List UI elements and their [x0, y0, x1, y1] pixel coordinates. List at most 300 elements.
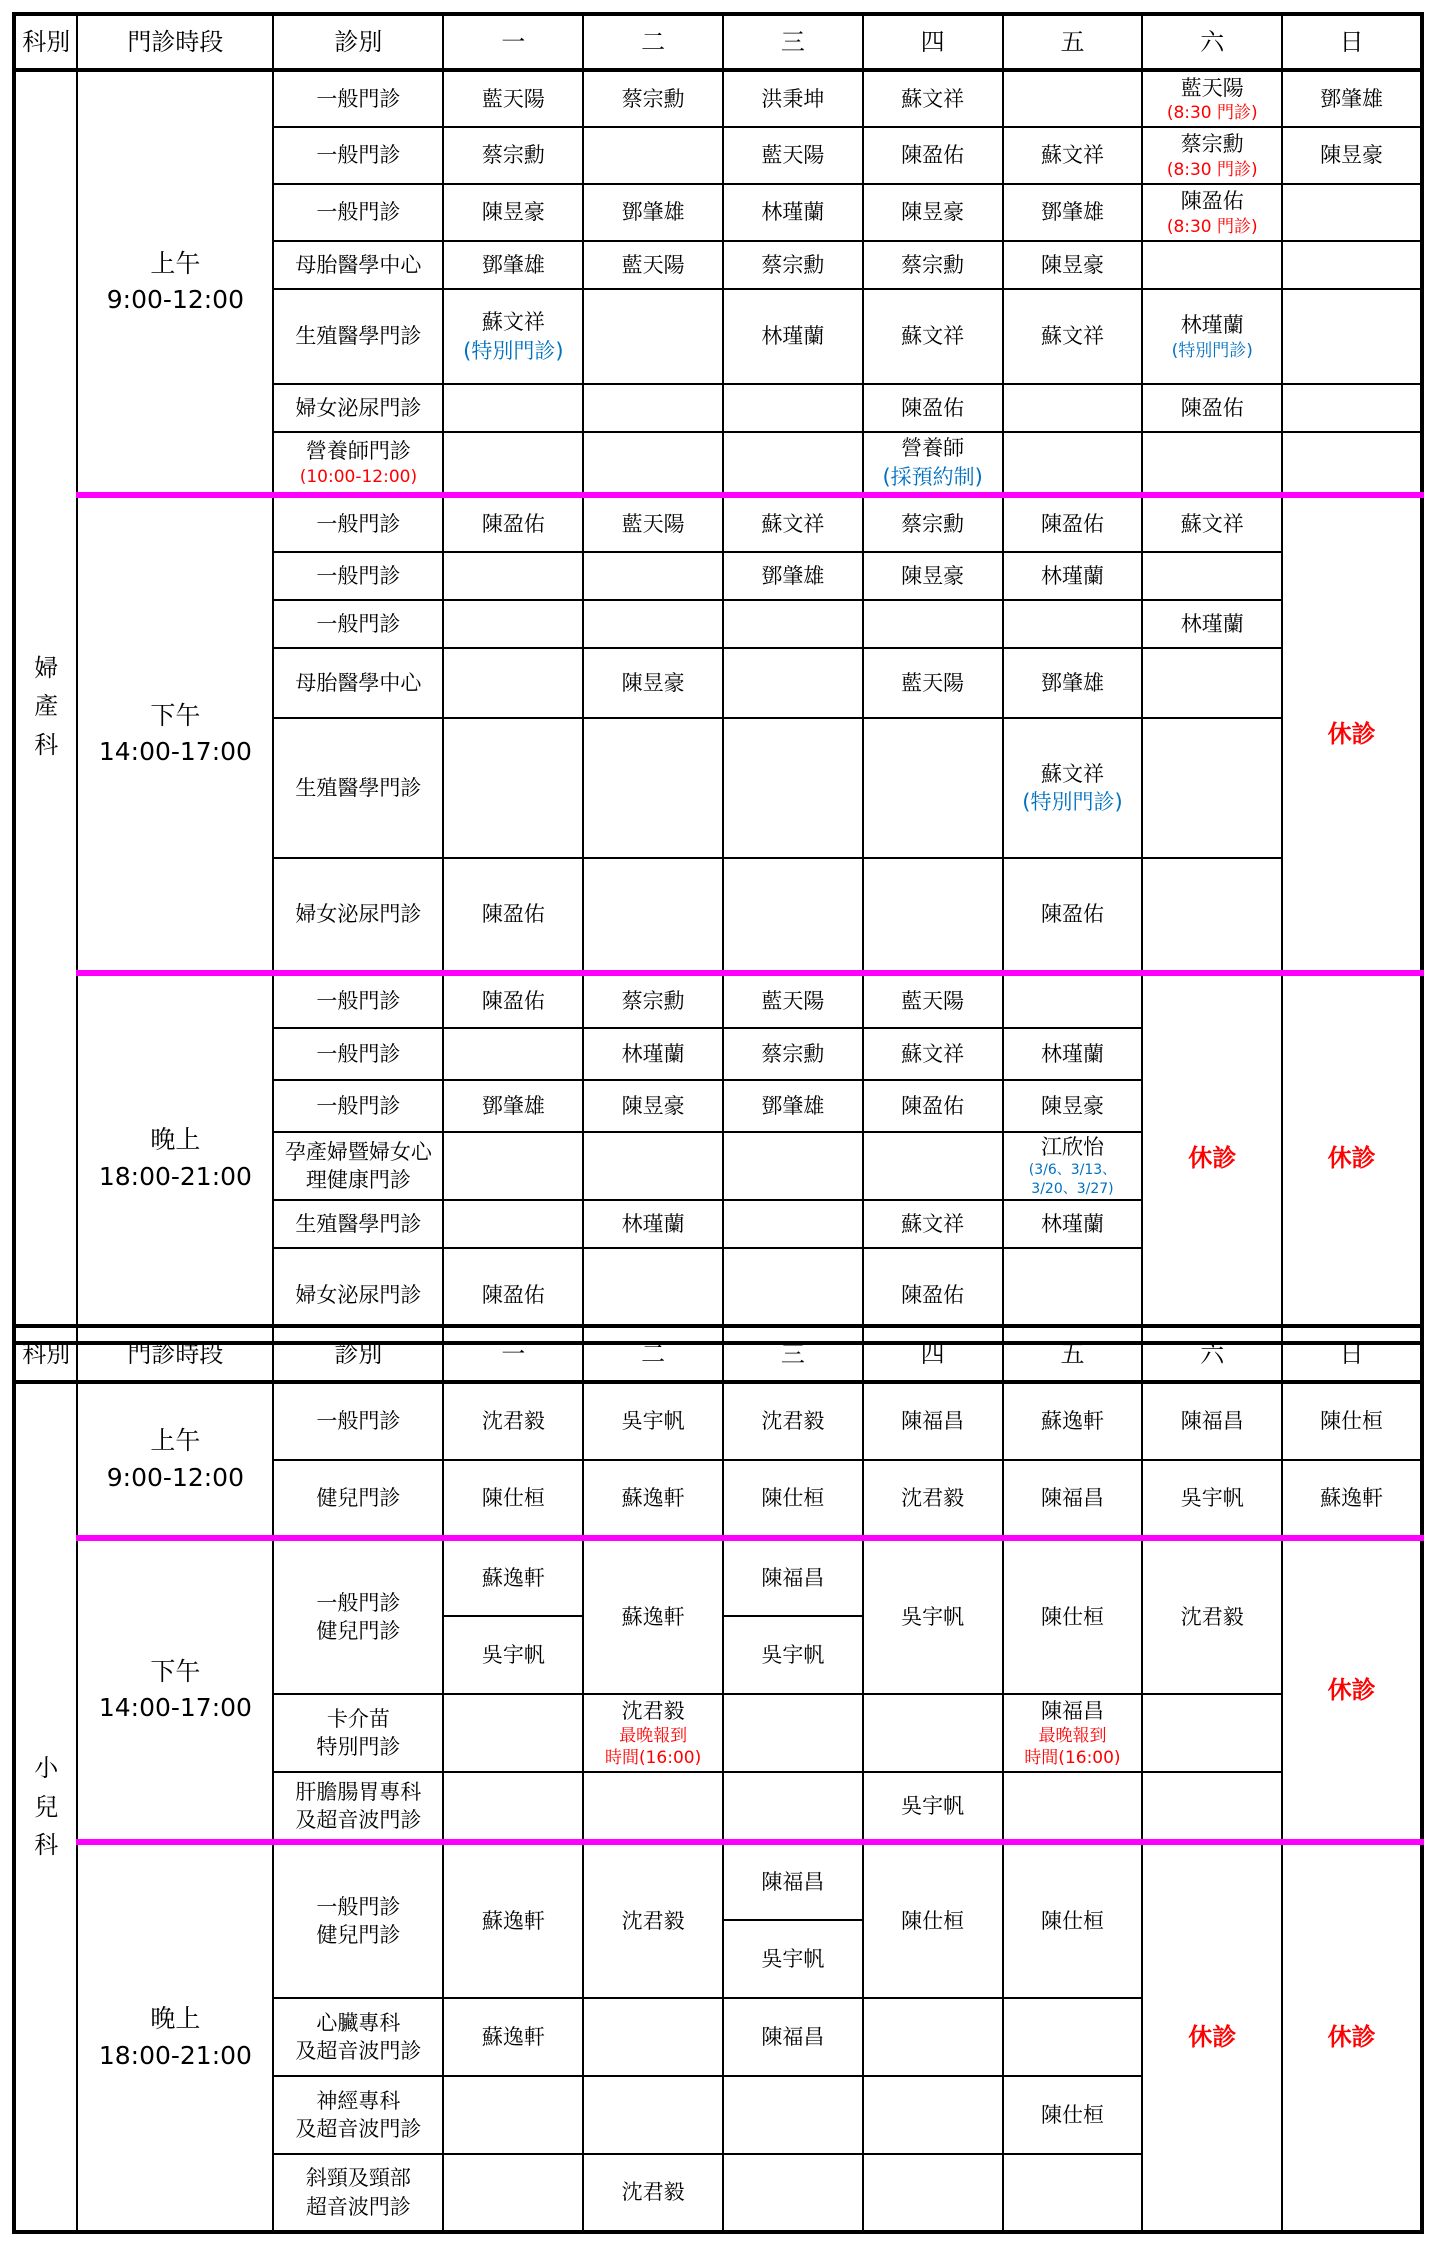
cell-note: 3/20、3/27) — [1031, 1181, 1114, 1198]
department-label: 婦產科 — [34, 653, 59, 759]
cell-note: (8:30 門診) — [1166, 103, 1258, 124]
schedule-cell-day-6 — [1142, 432, 1282, 495]
cell-text: 蘇文祥 — [901, 324, 965, 349]
schedule-cell-day-4 — [863, 973, 1003, 1028]
schedule-cell-day-3 — [723, 70, 863, 127]
schedule-cell-day-2 — [583, 1772, 723, 1842]
schedule-cell-day-5 — [1003, 432, 1143, 495]
cell-text: 陳昱豪 — [481, 200, 545, 225]
cell-note: (採預約制) — [882, 464, 983, 489]
cell-text: 藍天陽 — [901, 670, 965, 695]
schedule-cell-day-3 — [723, 1538, 863, 1616]
cell-text: 陳昱豪 — [1040, 252, 1104, 277]
header-period: 門診時段 — [77, 14, 273, 70]
period-time: 14:00-17:00 — [98, 737, 252, 766]
clinic-type-cell — [273, 1842, 443, 1998]
clinic-type-cell — [273, 1200, 443, 1248]
cell-text: 蔡宗勳 — [761, 1041, 825, 1066]
schedule-cell-day-7 — [1282, 289, 1422, 384]
schedule-cell-day-3 — [723, 1998, 863, 2076]
cell-text: 吳宇帆 — [901, 1793, 965, 1818]
cell-text: 吳宇帆 — [621, 1409, 685, 1434]
schedule-cell-day-5 — [1003, 1132, 1143, 1200]
header-day-2: 二 — [583, 14, 723, 70]
cell-text: 陳仕桓 — [481, 1485, 545, 1510]
period-cell — [77, 1538, 273, 1842]
schedule-cell-day-4 — [863, 127, 1003, 184]
cell-text: 一般門診 — [316, 200, 401, 225]
header-day-6: 六 — [1142, 1326, 1282, 1382]
cell-text: 陳仕桓 — [1320, 1409, 1384, 1434]
schedule-cell-day-5 — [1003, 70, 1143, 127]
schedule-cell-day-4 — [863, 1772, 1003, 1842]
period-label: 上午 — [150, 1426, 201, 1456]
schedule-cell-day-2 — [583, 1538, 723, 1694]
schedule-cell-day-5 — [1003, 1460, 1143, 1538]
schedule-cell-day-1 — [443, 600, 583, 648]
period-cell — [77, 973, 273, 1343]
schedule-cell-day-5 — [1003, 552, 1143, 600]
cell-text: 斜頸及頸部 — [305, 2166, 411, 2191]
schedule-cell-day-2 — [583, 1842, 723, 1998]
cell-text: 蔡宗勳 — [901, 252, 965, 277]
cell-text: 蘇文祥 — [901, 86, 965, 111]
cell-text: 陳盈佑 — [481, 902, 545, 927]
clinic-type-cell — [273, 1132, 443, 1200]
closed-label: 休診 — [1327, 2023, 1376, 2052]
schedule-cell-day-7 — [1282, 384, 1422, 432]
schedule-cell-day-4 — [863, 1382, 1003, 1460]
schedule-cell-day-3 — [723, 1694, 863, 1772]
clinic-type-cell — [273, 648, 443, 718]
cell-text: 蘇文祥 — [481, 310, 545, 335]
schedule-cell-day-7 — [1282, 1460, 1422, 1538]
clinic-type-cell — [273, 1382, 443, 1460]
clinic-type-cell — [273, 495, 443, 552]
cell-text: 洪秉坤 — [761, 86, 825, 111]
cell-text: 一般門診 — [316, 1894, 401, 1919]
cell-text: 陳盈佑 — [481, 512, 545, 537]
schedule-cell-day-3 — [723, 1080, 863, 1132]
clinic-type-cell — [273, 184, 443, 241]
cell-text: 陳福昌 — [1040, 1698, 1104, 1723]
period-time: 14:00-17:00 — [98, 1693, 252, 1722]
cell-note: (特別門診) — [463, 338, 564, 363]
cell-text: 蘇文祥 — [1040, 143, 1104, 168]
clinic-type-cell — [273, 1772, 443, 1842]
schedule-cell-day-7 — [1282, 70, 1422, 127]
cell-text: 蘇逸軒 — [621, 1485, 685, 1510]
period-time: 18:00-21:00 — [98, 2040, 252, 2070]
cell-text: 陳福昌 — [761, 1565, 825, 1590]
schedule-cell-day-3 — [723, 1616, 863, 1694]
schedule-cell-day-4 — [863, 552, 1003, 600]
clinic-type-cell — [273, 2154, 443, 2232]
schedule-cell-day-2 — [583, 1998, 723, 2076]
cell-note: 最晚報到 — [619, 1726, 688, 1747]
clinic-type-cell — [273, 1460, 443, 1538]
cell-text: 沈君毅 — [621, 1908, 685, 1933]
header-row — [14, 14, 1422, 70]
schedule-cell-day-5 — [1003, 1842, 1143, 1998]
schedule-cell-day-2 — [583, 70, 723, 127]
schedule-cell-day-2 — [583, 600, 723, 648]
schedule-cell-day-5 — [1003, 600, 1143, 648]
cell-text: 林瑾蘭 — [1040, 1041, 1104, 1066]
schedule-cell-day-7 — [1282, 432, 1422, 495]
cell-text: 一般門診 — [316, 1590, 401, 1615]
schedule-cell-day-6 — [1142, 289, 1282, 384]
clinic-type-cell — [273, 70, 443, 127]
cell-text: 婦女泌尿門診 — [295, 395, 422, 420]
schedule-cell-day-3 — [723, 1920, 863, 1998]
schedule-cell-day-3 — [723, 241, 863, 289]
clinic-type-cell — [273, 600, 443, 648]
schedule-cell-day-4 — [863, 1028, 1003, 1080]
cell-text: 林瑾蘭 — [1180, 611, 1244, 636]
clinic-type-cell — [273, 552, 443, 600]
cell-text: 鄧肇雄 — [761, 563, 825, 588]
cell-text: 母胎醫學中心 — [295, 252, 422, 277]
cell-text: 陳仕桓 — [1040, 2102, 1104, 2127]
cell-text: 陳盈佑 — [481, 1282, 545, 1307]
cell-text: 營養師 — [901, 436, 965, 461]
cell-text: 藍天陽 — [621, 512, 685, 537]
header-day-1: 一 — [443, 14, 583, 70]
period-label: 上午 — [150, 248, 201, 278]
schedule-cell-day-4 — [863, 184, 1003, 241]
schedule-cell-day-7 — [1282, 1538, 1422, 1842]
schedule-cell-day-6 — [1142, 70, 1282, 127]
schedule-cell-day-2 — [583, 858, 723, 973]
clinic-type-cell — [273, 1080, 443, 1132]
cell-text: 陳福昌 — [1180, 1409, 1244, 1434]
schedule-cell-day-2 — [583, 1694, 723, 1772]
schedule-cell-day-5 — [1003, 1028, 1143, 1080]
schedule-cell-day-1 — [443, 184, 583, 241]
cell-text: 蘇逸軒 — [481, 2024, 545, 2049]
schedule-cell-day-2 — [583, 1382, 723, 1460]
schedule-cell-day-1 — [443, 1772, 583, 1842]
cell-note: (8:30 門診) — [1166, 216, 1258, 237]
schedule-cell-day-3 — [723, 1028, 863, 1080]
schedule-cell-day-1 — [443, 973, 583, 1028]
schedule-cell-day-3 — [723, 1842, 863, 1920]
schedule-cell-day-5 — [1003, 1382, 1143, 1460]
schedule-cell-day-4 — [863, 1460, 1003, 1538]
schedule-cell-day-1 — [443, 1460, 583, 1538]
schedule-cell-day-6 — [1142, 241, 1282, 289]
cell-text: 心臟專科 — [316, 2010, 401, 2035]
schedule-cell-day-2 — [583, 184, 723, 241]
schedule-cell-day-2 — [583, 432, 723, 495]
schedule-cell-day-1 — [443, 1538, 583, 1616]
cell-text: 鄧肇雄 — [1040, 200, 1104, 225]
schedule-cell-day-3 — [723, 858, 863, 973]
cell-text: 蘇文祥 — [1040, 761, 1104, 786]
schedule-cell-day-4 — [863, 1132, 1003, 1200]
schedule-row — [14, 1538, 1422, 1616]
cell-text: 陳福昌 — [761, 2024, 825, 2049]
cell-text: 肝膽腸胃專科 — [295, 1779, 422, 1804]
cell-text: 吳宇帆 — [481, 1642, 545, 1667]
clinic-type-cell — [273, 1538, 443, 1694]
cell-text: 藍天陽 — [901, 989, 965, 1014]
schedule-cell-day-2 — [583, 289, 723, 384]
schedule-cell-day-4 — [863, 648, 1003, 718]
schedule-cell-day-4 — [863, 1842, 1003, 1998]
schedule-cell-day-4 — [863, 241, 1003, 289]
schedule-cell-day-2 — [583, 495, 723, 552]
cell-text: 及超音波門診 — [295, 1808, 422, 1832]
cell-text: 沈君毅 — [621, 2180, 685, 2205]
cell-text: 蔡宗勳 — [621, 86, 685, 111]
schedule-cell-day-3 — [723, 600, 863, 648]
schedule-cell-day-2 — [583, 127, 723, 184]
cell-note: 時間(16:00) — [604, 1748, 702, 1769]
cell-text: 林瑾蘭 — [621, 1211, 685, 1236]
schedule-cell-day-1 — [443, 1382, 583, 1460]
schedule-row — [14, 495, 1422, 552]
cell-text: 生殖醫學門診 — [295, 324, 422, 349]
schedule-cell-day-4 — [863, 600, 1003, 648]
schedule-cell-day-7 — [1282, 1382, 1422, 1460]
cell-text: 陳仕桓 — [1040, 1908, 1104, 1933]
clinic-type-cell — [273, 973, 443, 1028]
schedule-cell-day-7 — [1282, 495, 1422, 973]
cell-note: (特別門診) — [1171, 340, 1253, 361]
schedule-cell-day-5 — [1003, 858, 1143, 973]
schedule-cell-day-2 — [583, 384, 723, 432]
cell-text: 及超音波門診 — [295, 2039, 422, 2063]
header-day-1: 一 — [443, 1326, 583, 1382]
cell-text: 孕產婦暨婦女心 — [284, 1139, 432, 1164]
cell-text: 鄧肇雄 — [1320, 86, 1384, 111]
period-cell — [77, 70, 273, 495]
schedule-cell-day-4 — [863, 384, 1003, 432]
schedule-cell-day-3 — [723, 289, 863, 384]
header-day-4: 四 — [863, 14, 1003, 70]
cell-text: 陳福昌 — [761, 1869, 825, 1894]
schedule-cell-day-4 — [863, 1538, 1003, 1694]
schedule-cell-day-4 — [863, 1200, 1003, 1248]
cell-text: 沈君毅 — [1180, 1604, 1244, 1629]
schedule-cell-day-3 — [723, 432, 863, 495]
cell-text: 林瑾蘭 — [761, 324, 825, 349]
cell-text: 陳昱豪 — [621, 670, 685, 695]
schedule-cell-day-5 — [1003, 384, 1143, 432]
schedule-cell-day-1 — [443, 432, 583, 495]
cell-text: 蘇文祥 — [1040, 324, 1104, 349]
cell-note: 最晚報到 — [1038, 1726, 1107, 1747]
clinic-type-cell — [273, 241, 443, 289]
cell-text: 生殖醫學門診 — [295, 775, 422, 800]
cell-note: (10:00-12:00) — [299, 466, 418, 487]
cell-text: 陳盈佑 — [901, 395, 965, 420]
cell-text: 蘇逸軒 — [1320, 1485, 1384, 1510]
cell-note: (3/6、3/13、 — [1028, 1162, 1117, 1179]
cell-text: 鄧肇雄 — [761, 1093, 825, 1118]
schedule-cell-day-1 — [443, 241, 583, 289]
schedule-cell-day-3 — [723, 184, 863, 241]
obgyn-schedule-table — [12, 12, 1424, 1345]
schedule-cell-day-7 — [1282, 973, 1422, 1343]
cell-text: 蘇逸軒 — [481, 1565, 545, 1590]
cell-text: 一般門診 — [316, 143, 401, 168]
pediatrics-schedule-table — [12, 1324, 1424, 2234]
schedule-cell-day-1 — [443, 718, 583, 858]
header-day-5: 五 — [1003, 1326, 1143, 1382]
schedule-cell-day-3 — [723, 1772, 863, 1842]
cell-text: 蘇逸軒 — [481, 1908, 545, 1933]
schedule-cell-day-4 — [863, 289, 1003, 384]
cell-text: 陳盈佑 — [481, 989, 545, 1014]
header-day-3: 三 — [723, 14, 863, 70]
schedule-cell-day-4 — [863, 718, 1003, 858]
cell-text: 蘇文祥 — [901, 1041, 965, 1066]
cell-text: 陳盈佑 — [1180, 395, 1244, 420]
clinic-type-cell — [273, 1694, 443, 1772]
schedule-cell-day-5 — [1003, 241, 1143, 289]
header-row — [14, 1326, 1422, 1382]
cell-text: 婦女泌尿門診 — [295, 1282, 422, 1307]
cell-text: 陳昱豪 — [621, 1093, 685, 1118]
cell-text: 林瑾蘭 — [1040, 563, 1104, 588]
cell-text: 沈君毅 — [481, 1409, 545, 1434]
cell-text: 江欣怡 — [1040, 1135, 1104, 1159]
schedule-cell-day-2 — [583, 1460, 723, 1538]
closed-label: 休診 — [1188, 1144, 1237, 1173]
schedule-cell-day-6 — [1142, 1842, 1282, 2232]
cell-text: 一般門診 — [316, 1041, 401, 1066]
cell-note: (8:30 門診) — [1166, 159, 1258, 180]
schedule-cell-day-5 — [1003, 1772, 1143, 1842]
cell-text: 陳盈佑 — [1040, 512, 1104, 537]
period-time: 9:00-12:00 — [106, 1462, 244, 1492]
cell-text: 陳昱豪 — [901, 200, 965, 225]
schedule-cell-day-6 — [1142, 718, 1282, 858]
schedule-cell-day-3 — [723, 495, 863, 552]
cell-text: 陳盈佑 — [1040, 902, 1104, 927]
header-day-3: 三 — [723, 1326, 863, 1382]
cell-text: 蔡宗勳 — [481, 143, 545, 168]
cell-text: 卡介苗 — [326, 1706, 390, 1731]
schedule-cell-day-1 — [443, 289, 583, 384]
cell-text: 陳昱豪 — [901, 563, 965, 588]
schedule-cell-day-3 — [723, 973, 863, 1028]
schedule-cell-day-3 — [723, 2076, 863, 2154]
schedule-cell-day-5 — [1003, 289, 1143, 384]
schedule-cell-day-7 — [1282, 184, 1422, 241]
cell-text: 鄧肇雄 — [1040, 670, 1104, 695]
schedule-cell-day-2 — [583, 718, 723, 858]
cell-text: 神經專科 — [316, 2088, 401, 2113]
cell-text: 特別門診 — [316, 1735, 401, 1759]
cell-text: 陳盈佑 — [901, 1093, 965, 1118]
cell-text: 藍天陽 — [761, 143, 825, 168]
department-label: 小兒科 — [34, 1754, 59, 1860]
clinic-type-cell — [273, 718, 443, 858]
header-day-5: 五 — [1003, 14, 1143, 70]
cell-text: 藍天陽 — [481, 86, 545, 111]
department-cell — [14, 70, 77, 1343]
clinic-type-cell — [273, 289, 443, 384]
schedule-cell-day-5 — [1003, 495, 1143, 552]
cell-text: 林瑾蘭 — [761, 200, 825, 225]
period-label: 下午 — [150, 1656, 201, 1686]
schedule-cell-day-2 — [583, 241, 723, 289]
cell-text: 林瑾蘭 — [1040, 1211, 1104, 1236]
header-dept: 科別 — [14, 1326, 77, 1382]
cell-text: 一般門診 — [316, 563, 401, 588]
cell-text: 蘇逸軒 — [1040, 1409, 1104, 1434]
cell-text: 鄧肇雄 — [481, 252, 545, 277]
schedule-cell-day-4 — [863, 2076, 1003, 2154]
period-time: 18:00-21:00 — [98, 1161, 252, 1191]
clinic-type-cell — [273, 432, 443, 495]
cell-text: 吳宇帆 — [901, 1604, 965, 1629]
cell-text: 一般門診 — [316, 989, 401, 1014]
cell-text: 林瑾蘭 — [621, 1041, 685, 1066]
schedule-cell-day-5 — [1003, 648, 1143, 718]
cell-text: 一般門診 — [316, 512, 401, 537]
cell-text: 蔡宗勳 — [621, 989, 685, 1014]
cell-text: 一般門診 — [316, 1093, 401, 1118]
schedule-cell-day-4 — [863, 70, 1003, 127]
schedule-cell-day-4 — [863, 858, 1003, 973]
cell-text: 陳仕桓 — [1040, 1604, 1104, 1629]
header-period: 門診時段 — [77, 1326, 273, 1382]
cell-text: 陳盈佑 — [901, 1282, 965, 1307]
cell-text: 蘇文祥 — [761, 512, 825, 537]
cell-text: 一般門診 — [316, 611, 401, 636]
period-label: 下午 — [150, 700, 201, 730]
schedule-cell-day-1 — [443, 1200, 583, 1248]
cell-text: 蔡宗勳 — [901, 512, 965, 537]
schedule-cell-day-6 — [1142, 495, 1282, 552]
schedule-cell-day-6 — [1142, 1460, 1282, 1538]
schedule-cell-day-3 — [723, 1132, 863, 1200]
schedule-cell-day-6 — [1142, 648, 1282, 718]
cell-note: 時間(16:00) — [1024, 1748, 1121, 1769]
schedule-row — [14, 973, 1422, 1028]
schedule-cell-day-3 — [723, 1460, 863, 1538]
schedule-cell-day-5 — [1003, 1538, 1143, 1694]
schedule-cell-day-2 — [583, 1132, 723, 1200]
schedule-cell-day-2 — [583, 1200, 723, 1248]
cell-text: 一般門診 — [316, 1409, 401, 1434]
cell-note: (特別門診) — [1022, 790, 1123, 814]
schedule-cell-day-6 — [1142, 127, 1282, 184]
cell-text: 一般門診 — [316, 86, 401, 111]
cell-text: 理健康門診 — [305, 1168, 411, 1193]
cell-text: 藍天陽 — [761, 989, 825, 1014]
schedule-cell-day-3 — [723, 718, 863, 858]
schedule-cell-day-6 — [1142, 184, 1282, 241]
cell-text: 母胎醫學中心 — [295, 670, 422, 695]
schedule-cell-day-2 — [583, 2154, 723, 2232]
cell-text: 吳宇帆 — [1180, 1485, 1244, 1510]
cell-text: 沈君毅 — [761, 1409, 825, 1434]
schedule-cell-day-5 — [1003, 1694, 1143, 1772]
cell-text: 鄧肇雄 — [481, 1093, 545, 1118]
schedule-cell-day-5 — [1003, 2154, 1143, 2232]
schedule-cell-day-5 — [1003, 718, 1143, 858]
schedule-cell-day-1 — [443, 648, 583, 718]
cell-text: 營養師門診 — [305, 439, 411, 464]
cell-text: 陳盈佑 — [901, 143, 965, 168]
schedule-cell-day-1 — [443, 1694, 583, 1772]
